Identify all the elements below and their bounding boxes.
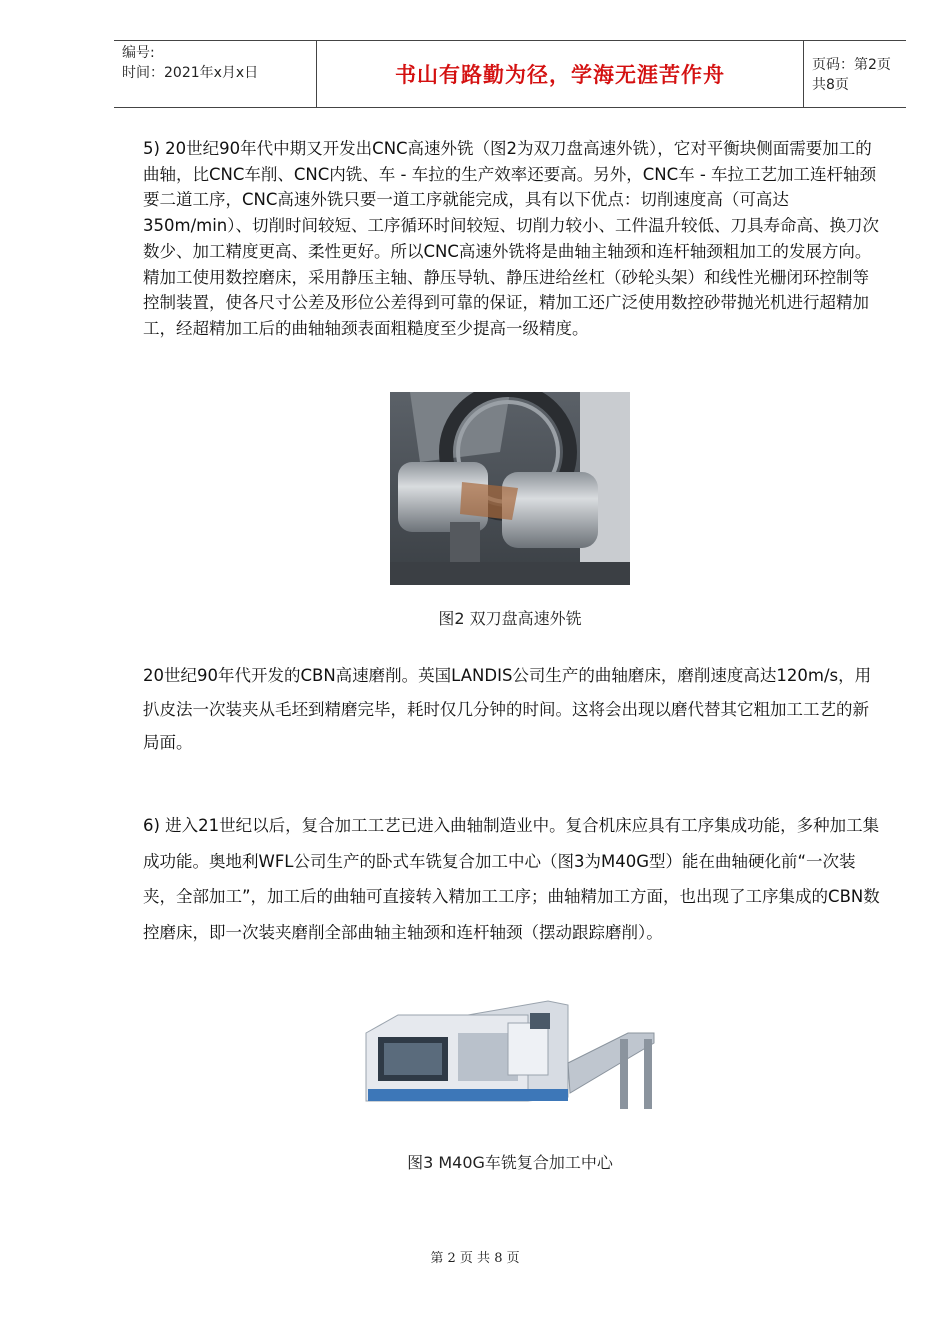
figure-3-image	[358, 993, 660, 1120]
figure-2-image	[390, 392, 630, 585]
paragraph-cbn: 20世纪90年代开发的CBN高速磨削。英国LANDIS公司生产的曲轴磨床，磨削速度高达120m/s，用扒皮法一次装夹从毛坯到精磨完毕，耗时仅几分钟的时间。这将会出现以磨代替其它粗加工工艺的新局面。	[143, 666, 872, 752]
paragraph-6: 6) 进入21世纪以后，复合加工工艺已进入曲轴制造业中。复合机床应具有工序集成功能，多种加工集成功能。奥地利WFL公司生产的卧式车铣复合加工中心（图3为M40G型）能在曲轴硬化前“一次装夹，全部加工”，加工后的曲轴可直接转入精加工工序；曲轴精加工方面，也出现了工序集成的CBN数控磨床，即一次装夹磨削全部曲轴主轴颈和连杆轴颈（摆动跟踪磨削）。	[143, 816, 880, 942]
paragraph-5: 5) 20世纪90年代中期又开发出CNC高速外铣（图2为双刀盘高速外铣），它对平衡块侧面需要加工的曲轴，比CNC车削、CNC内铣、车 - 车拉的生产效率还要高。另外，CNC车 - 车拉工艺加工连杆轴颈要二道工序，CNC高速外铣只要一道工序就能完成，具有以下优点：切削速度高（可高达350m/min）、切削时间较短、工序循环时间较短、切削力较小、工件温升较低、刀具寿命高、换刀次数少、加工精度更高、柔性更好。所以CNC高速外铣将是曲轴主轴颈和连杆轴颈粗加工的发展方向。精加工使用数控磨床，采用静压主轴、静压导轨、静压进给丝杠（砂轮头架）和线性光栅闭环控制等控制装置，使各尺寸公差及形位公差得到可靠的保证，精加工还广泛使用数控砂带抛光机进行超精加工，经超精加工后的曲轴轴颈表面粗糙度至少提高一级精度。	[143, 139, 879, 338]
serial-number-label: 编号:	[122, 45, 155, 61]
figure-2-caption: 图2 双刀盘高速外铣	[438, 609, 582, 628]
machining-center-illustration	[358, 993, 660, 1120]
figure-3-caption: 图3 M40G车铣复合加工中心	[407, 1153, 613, 1172]
page-indicator: 页码：第2页 共8页	[812, 57, 891, 93]
motto: 书山有路勤为径，学海无涯苦作舟	[316, 41, 804, 107]
page-footer: 第 2 页 共 8 页	[430, 1251, 520, 1266]
header-table	[114, 40, 906, 108]
header-meta	[114, 41, 316, 107]
date-label: 时间：2021年x月x日	[122, 65, 259, 81]
milling-photo-illustration	[390, 392, 630, 585]
